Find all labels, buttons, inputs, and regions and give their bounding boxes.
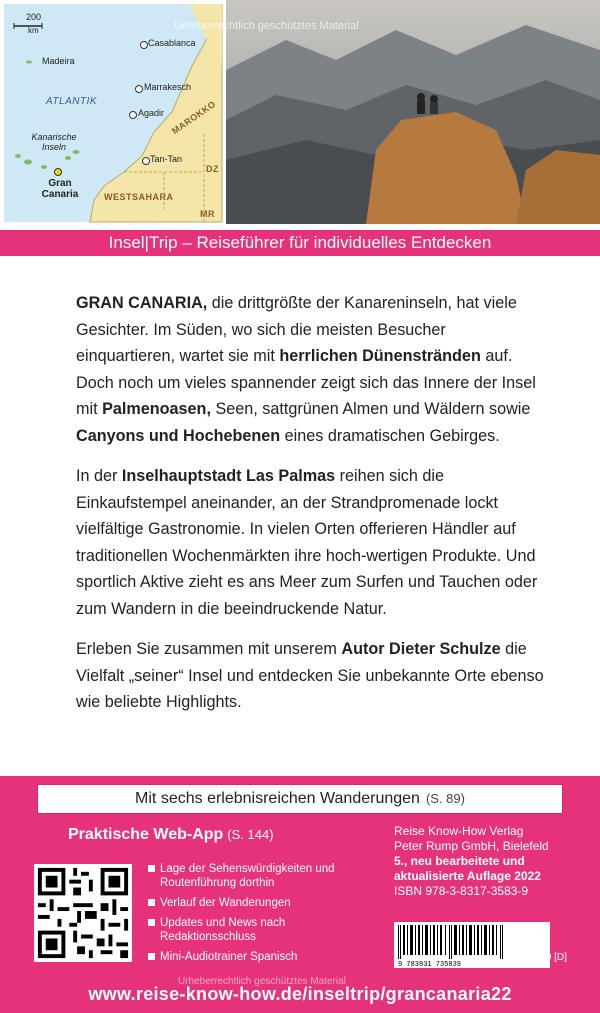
blurb-span: reihen sich die Einkaufstempel aneinander, an der Strandpromenade lockt vielfältige Gastronomie. In vielen Orten offerieren Händler auf traditionellen Wochenmärkten ihre hoch-wertigen Produkte. Und sportlich Aktive zieht es ans Meer zum Surfen und Tauchen oder zum Wandern in die beeindruckende Natur.: [76, 467, 538, 618]
hikes-page: (S. 89): [425, 791, 465, 806]
blurb-paragraph-1: [76, 290, 546, 449]
barcode-number: 9 783831 735839: [398, 961, 462, 969]
feature-item: Lage der Sehenswürdigkeiten und Routenführung dorthin: [148, 862, 358, 890]
blurb-span: die Vielfalt „seiner“ Insel und entdecken Sie unbekannte Orte ebenso wie beliebte Highlights.: [76, 640, 544, 711]
price: € 14,00 [D]: [518, 952, 567, 963]
map-dot-marrakesch: [135, 85, 143, 93]
map-dot-tan-tan: [142, 157, 150, 165]
cover-top: [0, 0, 600, 224]
webapp-label: Praktische Web-App: [68, 826, 224, 843]
map-label-madeira: Madeira: [42, 56, 75, 66]
blurb-bold: Palmenoasen,: [102, 400, 211, 418]
blurb-span: In der: [76, 467, 122, 485]
map-label-tan-tan: Tan-Tan: [150, 154, 183, 164]
map-label-atlantik: ATLANTIK: [46, 96, 98, 107]
blurb-span: Seen, sattgrünen Almen und Wäldern sowie: [210, 400, 531, 418]
blurb-span: auf. Doch noch um vieles spannender zeigt sich das Innere der Insel mit: [76, 347, 536, 418]
map-scale-unit: km: [28, 26, 39, 35]
map-label-dz: DZ: [206, 164, 219, 174]
qr-code-graphic: [34, 864, 132, 962]
blurb-span: Erleben Sie zusammen mit unserem: [76, 640, 342, 658]
webapp-features: [148, 862, 358, 970]
isbn: ISBN 978-3-8317-3583-9: [394, 884, 529, 898]
feature-item: Verlauf der Wanderungen: [148, 896, 358, 910]
webapp-heading: [68, 826, 274, 844]
blurb-bold: Inselhauptstadt Las Palmas: [121, 467, 336, 485]
edition-line-1: 5., neu bearbeitete und: [394, 854, 525, 868]
hikes-label: Mit sechs erlebnisreichen Wanderungen: [135, 790, 420, 807]
feature-item: Updates und News nach Redaktionsschluss: [148, 916, 358, 944]
hikes-box: [37, 784, 563, 814]
map-label-gran-canaria: Gran Canaria: [41, 178, 79, 200]
blurb-text: [76, 290, 546, 730]
publisher-name: Reise Know-How Verlag: [394, 824, 524, 838]
blurb-span: eines dramatischen Gebirges.: [280, 426, 500, 445]
publisher-firm: Peter Rump GmbH, Bielefeld: [394, 839, 549, 853]
book-url-link[interactable]: www.reise-know-how.de/inseltrip/grancanaria22: [88, 984, 512, 1004]
map-label-mr: MR: [200, 209, 215, 219]
map-label-marokko: MAROKKO: [170, 98, 218, 137]
map-dot-agadir: [129, 111, 137, 119]
map-label-marrakesch: Marrakesch: [144, 82, 192, 92]
qr-code-icon[interactable]: [34, 864, 132, 962]
blurb-paragraph-3: [76, 636, 546, 716]
map-label-kanarische-inseln: Kanarische Inseln: [31, 132, 77, 152]
map-dot-gran-canaria: [54, 168, 62, 176]
blurb-bold: Canyons und Hochebenen: [76, 426, 281, 445]
blurb-bold: GRAN CANARIA,: [76, 294, 208, 312]
blurb-bold: Autor Dieter Schulze: [341, 640, 501, 658]
map-label-agadir: Agadir: [138, 108, 165, 118]
publisher-info: [394, 824, 594, 899]
feature-item: Mini-Audiotrainer Spanisch: [148, 950, 358, 964]
blurb-bold: herrlichen Dünenstränden: [279, 347, 481, 365]
blurb-span: die drittgrößte der Kanareninseln, hat viele Gesichter. Im Süden, wo sich die meisten Besucher einquartieren, wartet sie mit: [76, 294, 517, 365]
webapp-page: (S. 144): [227, 827, 274, 842]
blurb-paragraph-2: [76, 463, 546, 622]
map-label-westsahara: WESTSAHARA: [104, 192, 174, 202]
map-dot-casablanca: [140, 41, 148, 49]
map-label-casablanca: Casablanca: [148, 38, 196, 48]
location-map: [4, 4, 222, 222]
watermark-top: Urheberrechtlich geschütztes Material: [174, 20, 359, 32]
barcode-bars: [394, 922, 512, 968]
edition-line-2: aktualisierte Auflage 2022: [394, 869, 541, 883]
photo-illustration: [226, 0, 600, 224]
watermark-bottom: Urheberrechtlich geschütztes Material: [178, 976, 346, 987]
series-band: Insel|Trip – Reiseführer für individuelles Entdecken: [0, 230, 600, 256]
map-scale-value: 200: [26, 12, 42, 22]
